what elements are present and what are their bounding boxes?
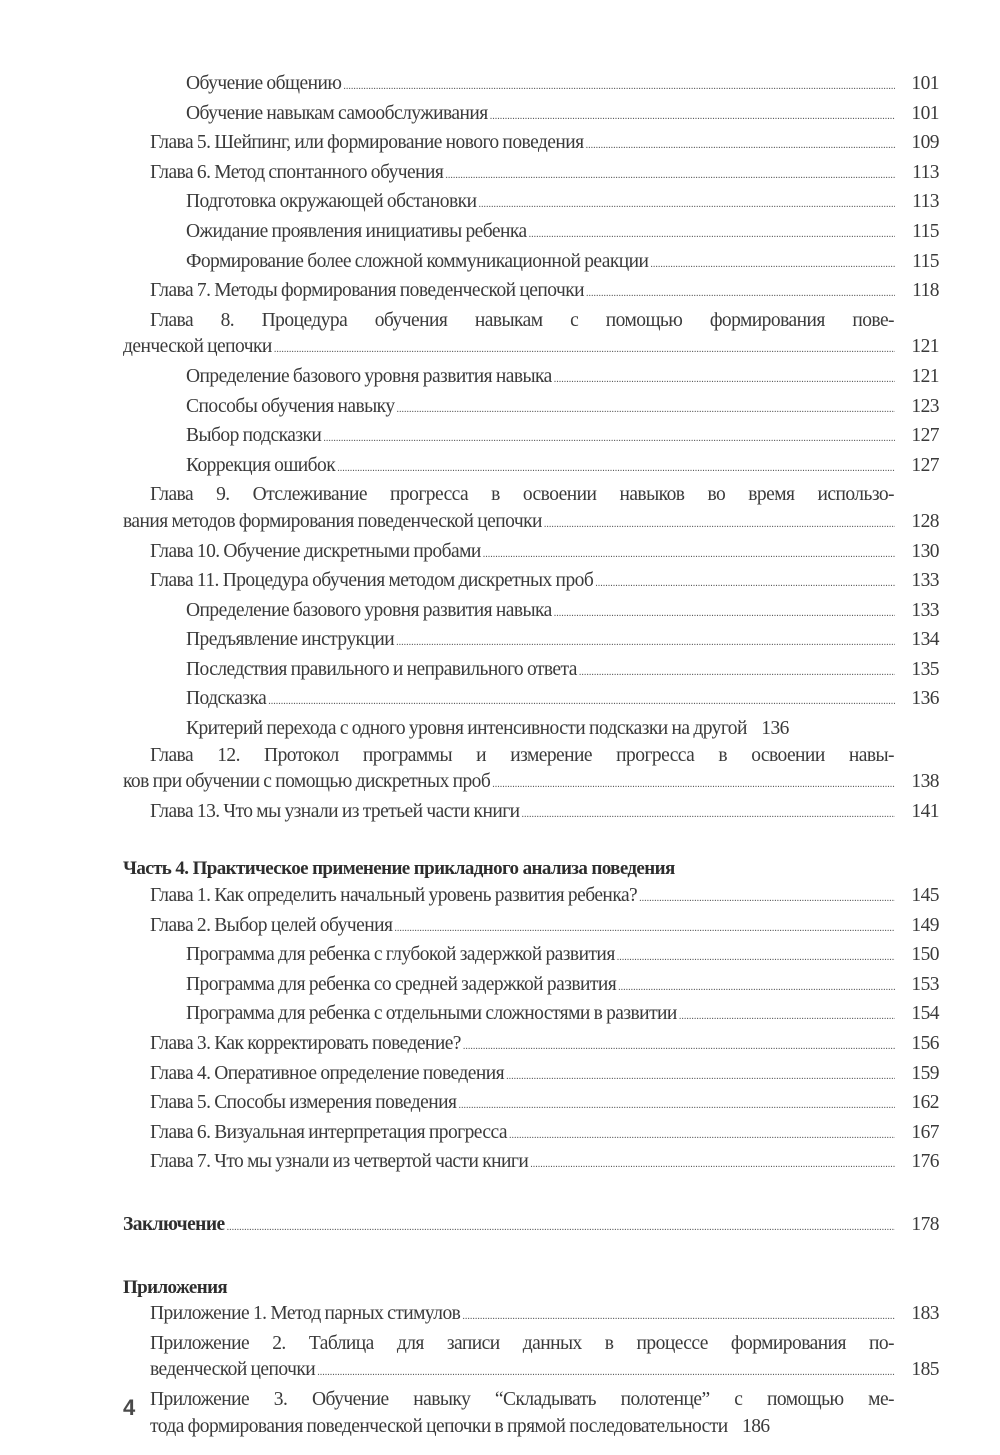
toc-entry[interactable] [123, 189, 939, 219]
toc-entry-page: 159 [911, 1062, 939, 1084]
toc-entry-page: 123 [911, 395, 939, 417]
toc-entry[interactable] [123, 568, 939, 598]
toc-entry-conclusion[interactable] [123, 1212, 939, 1242]
toc-entry-title-line1: Глава 12. Протокол программы и измерение прогресса в освоении навы- [150, 744, 894, 766]
dot-leader [679, 1001, 895, 1031]
toc-entry-title: Подсказка [186, 688, 267, 710]
toc-entry-title: Программа для ребенка с отдельными сложностями в развитии [186, 1003, 677, 1025]
toc-entry[interactable] [123, 1120, 939, 1150]
dot-leader [506, 1061, 895, 1091]
toc-entry[interactable] [123, 1331, 939, 1387]
dot-leader [617, 942, 895, 972]
toc-entry-title: Глава 5. Шейпинг, или формирование нового поведения [150, 132, 584, 154]
toc-entry-title: Способы обучения навыку [186, 395, 395, 417]
toc-entry-title: Выбор подсказки [186, 425, 322, 447]
toc-entry-page: 135 [911, 658, 939, 680]
toc-entry-page: 127 [911, 425, 939, 447]
dot-leader [268, 686, 895, 716]
toc-entry-title: Глава 7. Что мы узнали из четвертой части книги [150, 1151, 529, 1173]
toc-entry[interactable] [123, 482, 939, 538]
toc-entry-page: 128 [911, 510, 939, 532]
toc-entry-title: Программа для ребенка со средней задержкой развития [186, 973, 617, 995]
toc-entry-title: Глава 4. Оперативное определение поведения [150, 1062, 505, 1084]
toc-entry-page: 153 [911, 973, 939, 995]
dot-leader [458, 1090, 895, 1120]
toc-entry[interactable] [123, 423, 939, 453]
toc-entry[interactable] [123, 278, 939, 308]
toc-entry[interactable] [123, 160, 939, 190]
dot-leader [343, 71, 895, 101]
toc-entry[interactable] [123, 308, 939, 364]
toc-entry-page: 162 [911, 1092, 939, 1114]
toc-entry-title: Формирование более сложной коммуникационной реакции [186, 250, 649, 272]
toc-entry[interactable] [123, 1149, 939, 1179]
table-of-contents [123, 71, 939, 1440]
dot-leader [323, 423, 895, 453]
toc-entry-title: Глава 2. Выбор целей обучения [150, 914, 393, 936]
toc-entry[interactable] [123, 743, 939, 799]
toc-entry-page: 176 [911, 1151, 939, 1173]
toc-entry-page: 115 [912, 250, 939, 272]
toc-entry-page: 186 [742, 1415, 770, 1437]
toc-entry-page: 141 [911, 800, 939, 822]
toc-entry[interactable] [123, 1001, 939, 1031]
toc-entry[interactable] [123, 1061, 939, 1091]
dot-leader [483, 539, 895, 569]
dot-leader [554, 598, 895, 628]
dot-leader [509, 1120, 895, 1150]
dot-leader [554, 364, 895, 394]
toc-entry[interactable] [123, 883, 939, 913]
dot-leader [586, 278, 895, 308]
toc-entry-title: Критерий перехода с одного уровня интенсивности подсказки на другой [186, 718, 747, 740]
toc-entry-page: 183 [911, 1303, 939, 1325]
toc-entry-title-line2: денческой цепочки [123, 336, 272, 358]
toc-entry-page: 136 [911, 688, 939, 710]
toc-entry[interactable] [123, 598, 939, 628]
toc-entry-title: Глава 6. Метод спонтанного обучения [150, 161, 444, 183]
toc-entry-page: 185 [911, 1359, 939, 1381]
toc-entry-page: 145 [911, 885, 939, 907]
dot-leader [227, 1212, 895, 1242]
toc-entry-page: 127 [911, 454, 939, 476]
toc-entry-title: Обучение общению [186, 73, 342, 94]
dot-leader [462, 1301, 895, 1331]
toc-entry[interactable] [123, 1387, 939, 1440]
toc-entry-page: 133 [911, 599, 939, 621]
dot-leader [478, 189, 895, 219]
dot-leader [274, 334, 895, 364]
dot-leader [579, 657, 895, 687]
toc-entry-title-line2: ков при обучении с помощью дискретных проб [123, 771, 491, 793]
toc-entry-title: Заключение [123, 1213, 225, 1235]
toc-entry-page: 101 [911, 73, 939, 94]
toc-entry[interactable] [123, 913, 939, 943]
dot-leader [396, 627, 895, 657]
toc-entry-title: Глава 10. Обучение дискретными пробами [150, 540, 481, 562]
dot-leader [522, 799, 895, 829]
toc-entry-page: 138 [911, 771, 939, 793]
toc-entry-title: Глава 1. Как определить начальный уровень развития ребенка? [150, 885, 638, 907]
toc-entry[interactable] [123, 686, 939, 716]
page-number: 4 [123, 1395, 136, 1420]
dot-leader [530, 1149, 895, 1179]
toc-entry[interactable] [123, 627, 939, 657]
toc-entry[interactable] [123, 972, 939, 1002]
toc-entry[interactable] [123, 364, 939, 394]
toc-entry-title-line1: Глава 9. Отслеживание прогресса в освоении навыков во время использо- [150, 484, 894, 506]
toc-entry[interactable] [123, 799, 939, 829]
toc-entry-title: Глава 3. Как корректировать поведение? [150, 1033, 461, 1054]
part-4-heading[interactable]: Часть 4. Практическое применение прикладного анализа поведения [123, 858, 675, 880]
dot-leader [586, 130, 895, 160]
toc-entry[interactable] [123, 1301, 939, 1331]
toc-entry-title: Программа для ребенка с глубокой задержкой развития [186, 944, 615, 966]
dot-leader [445, 160, 895, 190]
toc-entry-title: Подготовка окружающей обстановки [186, 191, 477, 213]
toc-entry-page: 150 [911, 944, 939, 966]
toc-entry-title: Глава 11. Процедура обучения методом дискретных проб [150, 570, 594, 592]
toc-entry-page: 130 [911, 540, 939, 562]
toc-entry-title-line1: Глава 8. Процедура обучения навыкам с помощью формирования пове- [150, 309, 894, 331]
toc-entry-page: 167 [911, 1121, 939, 1143]
toc-entry-title: Глава 5. Способы измерения поведения [150, 1092, 457, 1114]
toc-entry[interactable] [123, 1031, 939, 1061]
dot-leader [397, 394, 895, 424]
dot-leader [492, 769, 895, 799]
toc-entry-title: Последствия правильного и неправильного ответа [186, 658, 577, 680]
dot-leader [529, 219, 895, 249]
dot-leader [618, 972, 895, 1002]
toc-entry-page: 113 [912, 191, 939, 213]
toc-entry-title: Глава 7. Методы формирования поведенческой цепочки [150, 280, 585, 302]
dot-leader [337, 453, 895, 483]
toc-entry-title: Глава 13. Что мы узнали из третьей части книги [150, 800, 520, 822]
toc-entry-title: Предъявление инструкции [186, 629, 395, 651]
toc-entry-page: 133 [911, 570, 939, 592]
toc-entry-page: 121 [911, 336, 939, 358]
toc-entry-title: Ожидание проявления инициативы ребенка [186, 220, 527, 242]
dot-leader [544, 509, 895, 539]
toc-entry-title: Определение базового уровня развития навыка [186, 365, 552, 387]
section-spacer [123, 828, 939, 856]
toc-entry[interactable] [123, 394, 939, 424]
toc-entry-page: 178 [911, 1213, 939, 1235]
dot-leader [650, 249, 895, 279]
toc-entry[interactable] [123, 539, 939, 569]
toc-entry-title: Глава 6. Визуальная интерпретация прогресса [150, 1121, 507, 1143]
dot-leader [394, 913, 895, 943]
toc-entry-title: Коррекция ошибок [186, 454, 336, 476]
toc-entry-title-line1: Приложение 3. Обучение навыку “Складывать полотенце” с помощью ме- [150, 1388, 894, 1410]
toc-entry-page: 156 [911, 1033, 939, 1054]
toc-entry-page: 121 [911, 365, 939, 387]
toc-entry-title-line2: тода формирования поведенческой цепочки в прямой последовательности [150, 1415, 728, 1437]
toc-entry-page: 118 [912, 280, 939, 302]
dot-leader [317, 1357, 895, 1387]
dot-leader [639, 883, 895, 913]
toc-entry-title-line2: веденческой цепочки [150, 1359, 316, 1381]
toc-entry-page: 134 [911, 629, 939, 651]
toc-entry[interactable] [123, 716, 939, 743]
toc-entry[interactable] [123, 453, 939, 483]
toc-entry-page: 154 [911, 1003, 939, 1025]
toc-entry[interactable] [123, 1090, 939, 1120]
toc-entry-title: Приложение 1. Метод парных стимулов [150, 1303, 461, 1325]
toc-entry-page: 115 [912, 220, 939, 242]
toc-entry[interactable] [123, 942, 939, 972]
toc-entry-page: 149 [911, 914, 939, 936]
toc-entry[interactable] [123, 249, 939, 279]
toc-entry-title-line2: вания методов формирования поведенческой цепочки [123, 510, 542, 532]
toc-entry-title-line1: Приложение 2. Таблица для записи данных в процессе формирования по- [150, 1332, 894, 1354]
toc-entry-title: Обучение навыкам самообслуживания [186, 102, 488, 124]
toc-entry[interactable] [123, 71, 939, 101]
toc-entry-title: Определение базового уровня развития навыка [186, 599, 552, 621]
toc-entry-page: 136 [761, 718, 789, 740]
toc-entry[interactable] [123, 101, 939, 131]
dot-leader [595, 568, 895, 598]
toc-entry[interactable] [123, 657, 939, 687]
appendices-heading[interactable]: Приложения [123, 1276, 228, 1298]
dot-leader [463, 1031, 895, 1061]
section-spacer [123, 1179, 939, 1212]
toc-entry[interactable] [123, 219, 939, 249]
toc-entry-page: 101 [911, 102, 939, 124]
toc-entry[interactable] [123, 130, 939, 160]
section-spacer [123, 1242, 939, 1275]
dot-leader [490, 101, 895, 131]
toc-entry-page: 113 [912, 161, 939, 183]
toc-entry-page: 109 [911, 132, 939, 154]
